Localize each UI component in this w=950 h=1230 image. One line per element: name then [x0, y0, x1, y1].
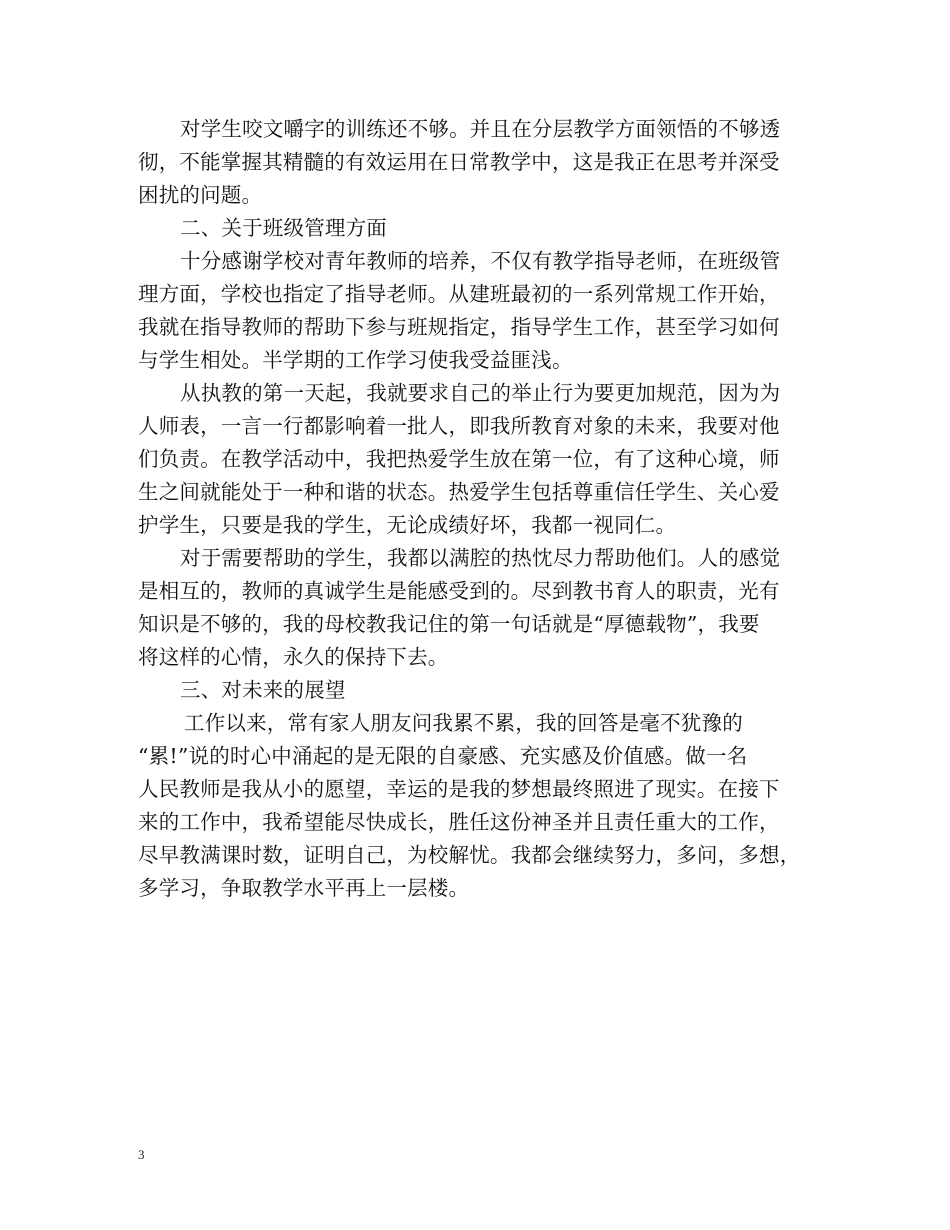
text-line: 从执教的第一天起，我就要求自己的举止行为要更加规范，因为为	[180, 381, 781, 405]
text-line: 尽早教满课时数，证明自己，为校解忧。我都会继续努力，多问，多想，	[138, 843, 801, 867]
body-text	[138, 113, 828, 905]
text-line: 护学生，只要是我的学生，无论成绩好坏，我都一视同仁。	[138, 513, 677, 537]
text-line: 我就在指导教师的帮助下参与班规指定，指导学生工作，甚至学习如何	[138, 315, 780, 339]
text-line: 是相互的，教师的真诚学生是能感受到的。尽到教书育人的职责，光有	[138, 579, 780, 603]
text-line: 知识是不够的，我的母校教我记住的第一句话就是“厚德载物”，我要	[138, 612, 760, 636]
text-line: 将这样的心情，永久的保持下去。	[138, 645, 449, 669]
text-line: 人民教师是我从小的愿望，幸运的是我的梦想最终照进了现实。在接下	[138, 777, 780, 801]
text-line: 对于需要帮助的学生，我都以满腔的热忱尽力帮助他们。人的感觉	[180, 546, 781, 570]
text-line: 工作以来，常有家人朋友问我累不累，我的回答是毫不犹豫的	[184, 711, 743, 735]
text-line: “累!”说的时心中涌起的是无限的自豪感、充实感及价值感。做一名	[138, 744, 748, 768]
section-heading: 三、对未来的展望	[180, 678, 346, 702]
text-line: 们负责。在教学活动中，我把热爱学生放在第一位，有了这种心境，师	[138, 447, 780, 471]
text-line: 人师表，一言一行都影响着一批人，即我所教育对象的未来，我要对他	[138, 414, 780, 438]
text-line: 生之间就能处于一种和谐的状态。热爱学生包括尊重信任学生、关心爱	[138, 480, 780, 504]
text-line: 与学生相处。半学期的工作学习使我受益匪浅。	[138, 348, 573, 372]
text-line: 理方面，学校也指定了指导老师。从建班最初的一系列常规工作开始，	[138, 282, 780, 306]
text-line: 多学习，争取教学水平再上一层楼。	[138, 876, 470, 900]
text-line: 来的工作中，我希望能尽快成长，胜任这份神圣并且责任重大的工作，	[138, 810, 780, 834]
page-number: 3	[138, 1147, 145, 1162]
section-heading: 二、关于班级管理方面	[180, 216, 387, 240]
text-line: 十分感谢学校对青年教师的培养，不仅有教学指导老师，在班级管	[180, 249, 781, 273]
text-line: 对学生咬文嚼字的训练还不够。并且在分层教学方面领悟的不够透	[180, 117, 781, 141]
text-line: 困扰的问题。	[138, 183, 263, 207]
text-line: 彻，不能掌握其精髓的有效运用在日常教学中，这是我正在思考并深受	[138, 150, 780, 174]
